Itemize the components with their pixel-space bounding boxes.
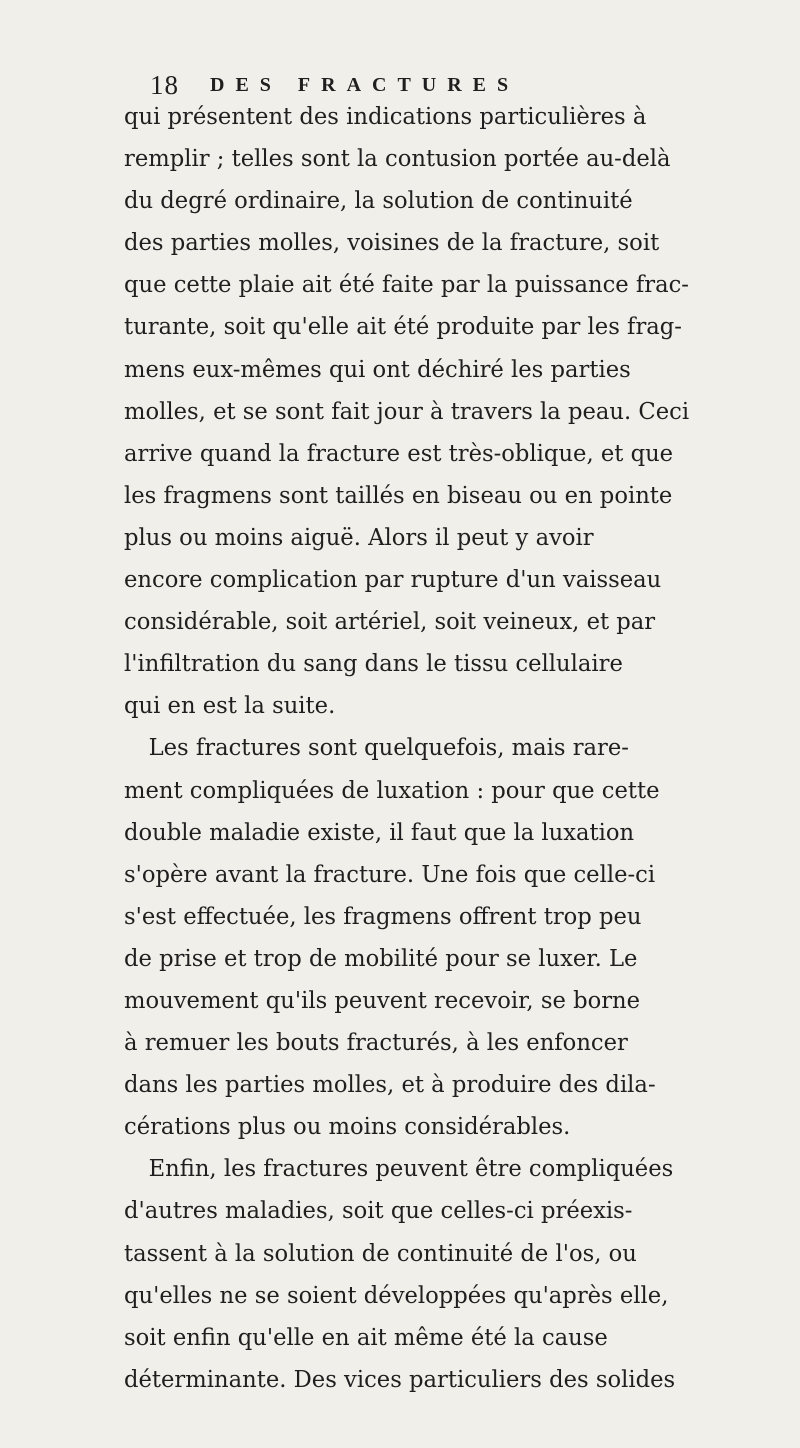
text-line: encore complication par rupture d'un vaisseau	[124, 567, 662, 594]
text-line: molles, et se sont fait jour à travers la peau. Ceci	[124, 398, 690, 425]
text-line: turante, soit qu'elle ait été produite par les frag-	[124, 314, 682, 341]
text-line: de prise et trop de mobilité pour se luxer. Le	[124, 945, 638, 972]
body-text	[124, 96, 800, 1401]
text-line: dans les parties molles, et à produire des dila-	[124, 1072, 656, 1099]
text-line: du degré ordinaire, la solution de continuité	[124, 188, 633, 215]
text-line: d'autres maladies, soit que celles-ci préexis-	[124, 1198, 633, 1225]
text-line: des parties molles, voisines de la fracture, soit	[124, 230, 660, 257]
text-line: double maladie existe, il faut que la luxation	[124, 819, 635, 846]
text-line: tassent à la solution de continuité de l'os, ou	[124, 1240, 637, 1267]
text-line: s'opère avant la fracture. Une fois que celle-ci	[124, 861, 656, 888]
text-line: mens eux-mêmes qui ont déchiré les parties	[124, 356, 631, 383]
text-line: plus ou moins aiguë. Alors il peut y avoir	[124, 524, 594, 551]
running-title: DES FRACTURES	[210, 74, 520, 96]
text-line: qui en est la suite.	[124, 693, 336, 720]
text-line: qui présentent des indications particulières à	[124, 104, 647, 130]
page-number: 18	[150, 70, 179, 100]
text-line: qu'elles ne se soient développées qu'après elle,	[124, 1282, 669, 1309]
text-line: arrive quand la fracture est très-oblique, et que	[124, 440, 674, 467]
text-line: soit enfin qu'elle en ait même été la cause	[124, 1324, 608, 1351]
text-line: que cette plaie ait été faite par la puissance frac-	[124, 272, 689, 299]
text-line: déterminante. Des vices particuliers des solides	[124, 1366, 676, 1393]
paragraph-start-line: Les fractures sont quelquefois, mais rare-	[148, 735, 629, 762]
text-line: les fragmens sont taillés en biseau ou en pointe	[124, 482, 673, 509]
text-line: mouvement qu'ils peuvent recevoir, se borne	[124, 987, 641, 1014]
text-line: cérations plus ou moins considérables.	[124, 1114, 571, 1141]
paragraph-start-line: Enfin, les fractures peuvent être compliquées	[148, 1156, 674, 1183]
text-line: à remuer les bouts fracturés, à les enfoncer	[124, 1030, 628, 1057]
text-line: ment compliquées de luxation : pour que cette	[124, 777, 660, 804]
text-line: s'est effectuée, les fragmens offrent trop peu	[124, 903, 642, 930]
text-line: remplir ; telles sont la contusion portée au-delà	[124, 146, 671, 173]
text-line: l'infiltration du sang dans le tissu cellulaire	[124, 651, 623, 678]
text-line: considérable, soit artériel, soit veineux, et par	[124, 609, 656, 636]
